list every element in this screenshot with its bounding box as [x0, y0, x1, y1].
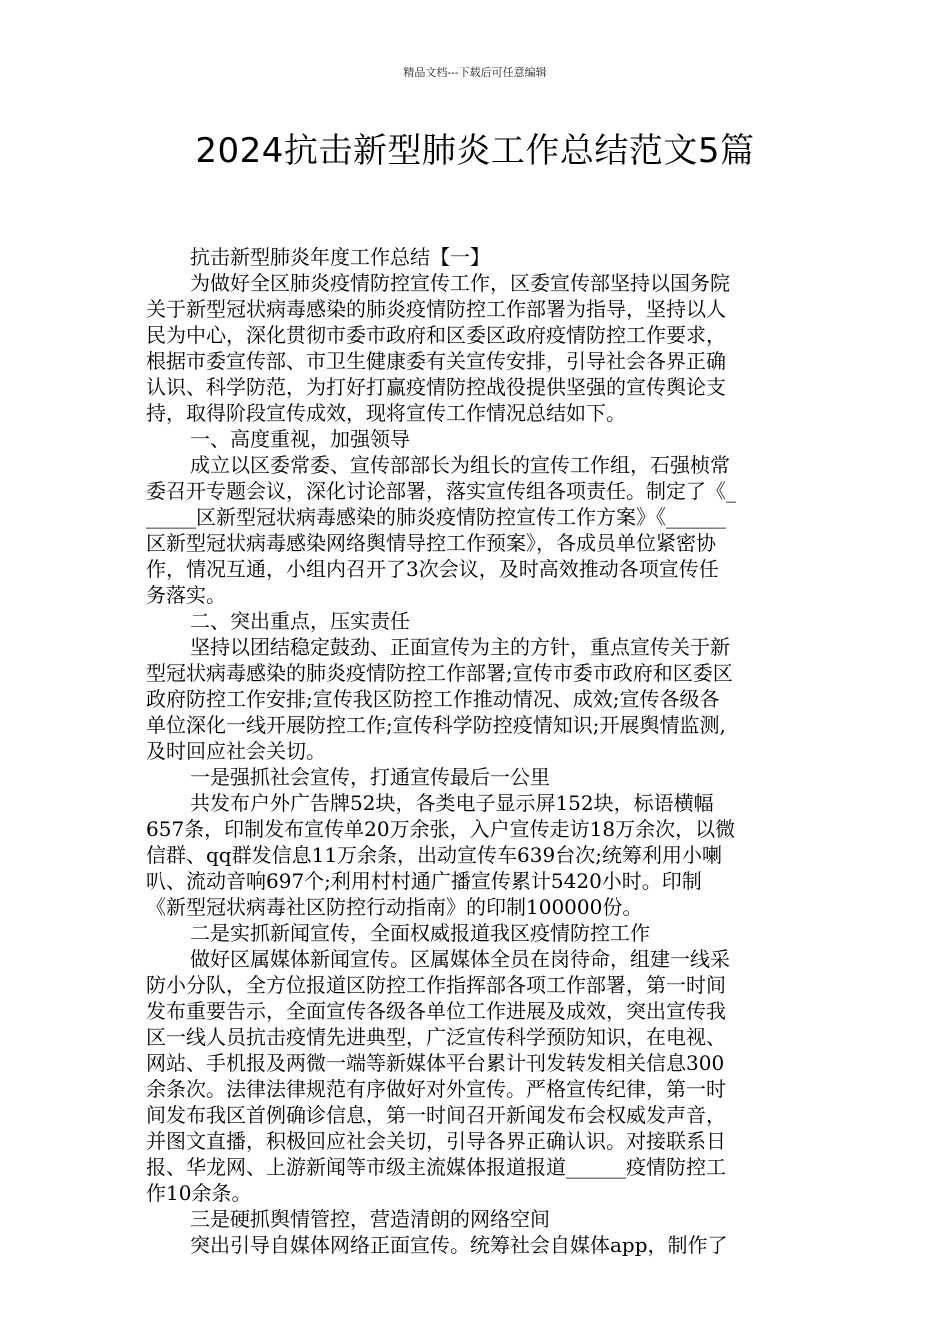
text-line: 余条次。法律法律规范有序做好对外宣传。严格宣传纪律，第一时: [146, 1077, 726, 1101]
text-line: 型冠状病毒感染的肺炎疫情防控工作部署;宣传市委市政府和区委区: [146, 661, 733, 685]
text-line: 并图文直播，积极回应社会关切，引导各界正确认识。对接联系日: [146, 1129, 726, 1153]
text-line: 一是强抓社会宣传，打通宣传最后一公里: [190, 765, 550, 789]
text-line: 报、华龙网、上游新闻等市级主流媒体报道报道______疫情防控工: [146, 1155, 726, 1179]
document-body: [146, 244, 814, 1258]
text-line: 委召开专题会议，深化讨论部署，落实宣传组各项责任。制定了《_: [146, 479, 736, 503]
text-line: 根据市委宣传部、市卫生健康委有关宣传安排，引导社会各界正确: [146, 349, 726, 373]
text-line: 认识、科学防范，为打好打赢疫情防控战役提供坚强的宣传舆论支: [146, 375, 726, 399]
text-line: 作，情况互通，小组内召开了3次会议，及时高效推动各项宣传任: [146, 557, 719, 581]
text-line: 防小分队，全方位报道区防控工作指挥部各项工作部署，第一时间: [146, 973, 726, 997]
text-line: 抗击新型肺炎年度工作总结【一】: [190, 245, 490, 269]
text-line: 政府防控工作安排;宣传我区防控工作推动情况、成效;宣传各级各: [146, 687, 720, 711]
text-line: 为做好全区肺炎疫情防控宣传工作，区委宣传部坚持以国务院: [190, 271, 730, 295]
text-line: 成立以区委常委、宣传部部长为组长的宣传工作组，石强桢常: [190, 453, 730, 477]
text-line: 单位深化一线开展防控工作;宣传科学防控疫情知识;开展舆情监测,: [146, 713, 726, 737]
header-note: 精品文档---下载后可任意编辑: [403, 66, 547, 79]
text-line: 共发布户外广告牌52块，各类电子显示屏152块，标语横幅: [190, 791, 714, 815]
text-line: 区一线人员抗击疫情先进典型，广泛宣传科学预防知识，在电视、: [146, 1025, 726, 1049]
text-line: 三是硬抓舆情管控，营造清朗的网络空间: [190, 1207, 550, 1231]
text-line: 网站、手机报及两微一端等新媒体平台累计刊发转发相关信息300: [146, 1051, 725, 1075]
text-line: 发布重要告示，全面宣传各级各单位工作进展及成效，突出宣传我: [146, 999, 726, 1023]
text-line: 一、高度重视，加强领导: [190, 427, 410, 451]
text-line: 《新型冠状病毒社区防控行动指南》的印制100000份。: [146, 895, 643, 919]
text-line: 657条，印制发布宣传单20万余张，入户宣传走访18万余次，以微: [146, 817, 736, 841]
text-line: 持，取得阶段宣传成效，现将宣传工作情况总结如下。: [146, 401, 626, 425]
text-line: 二、突出重点，压实责任: [190, 609, 410, 633]
text-line: _____区新型冠状病毒感染的肺炎疫情防控宣传工作方案》《______: [146, 505, 726, 529]
text-line: 间发布我区首例确诊信息，第一时间召开新闻发布会权威发声音，: [146, 1103, 726, 1127]
text-line: 二是实抓新闻宣传，全面权威报道我区疫情防控工作: [190, 921, 650, 945]
text-line: 突出引导自媒体网络正面宣传。统筹社会自媒体app，制作了: [190, 1233, 728, 1257]
text-line: 关于新型冠状病毒感染的肺炎疫情防控工作部署为指导，坚持以人: [146, 297, 726, 321]
document-title: 2024抗击新型肺炎工作总结范文5篇: [195, 131, 755, 171]
text-line: 民为中心，深化贯彻市委市政府和区委区政府疫情防控工作要求，: [146, 323, 726, 347]
text-line: 作10余条。: [146, 1181, 252, 1205]
text-line: 叭、流动音响697个;利用村村通广播宣传累计5420小时。印制: [146, 869, 702, 893]
text-line: 坚持以团结稳定鼓劲、正面宣传为主的方针，重点宣传关于新: [190, 635, 730, 659]
text-line: 区新型冠状病毒感染网络舆情导控工作预案》，各成员单位紧密协: [146, 531, 716, 555]
text-line: 务落实。: [146, 583, 226, 607]
text-line: 做好区属媒体新闻宣传。区属媒体全员在岗待命，组建一线采: [190, 947, 730, 971]
text-line: 信群、qq群发信息11万余条，出动宣传车639台次;统筹利用小喇: [146, 843, 722, 867]
text-line: 及时回应社会关切。: [146, 739, 326, 763]
